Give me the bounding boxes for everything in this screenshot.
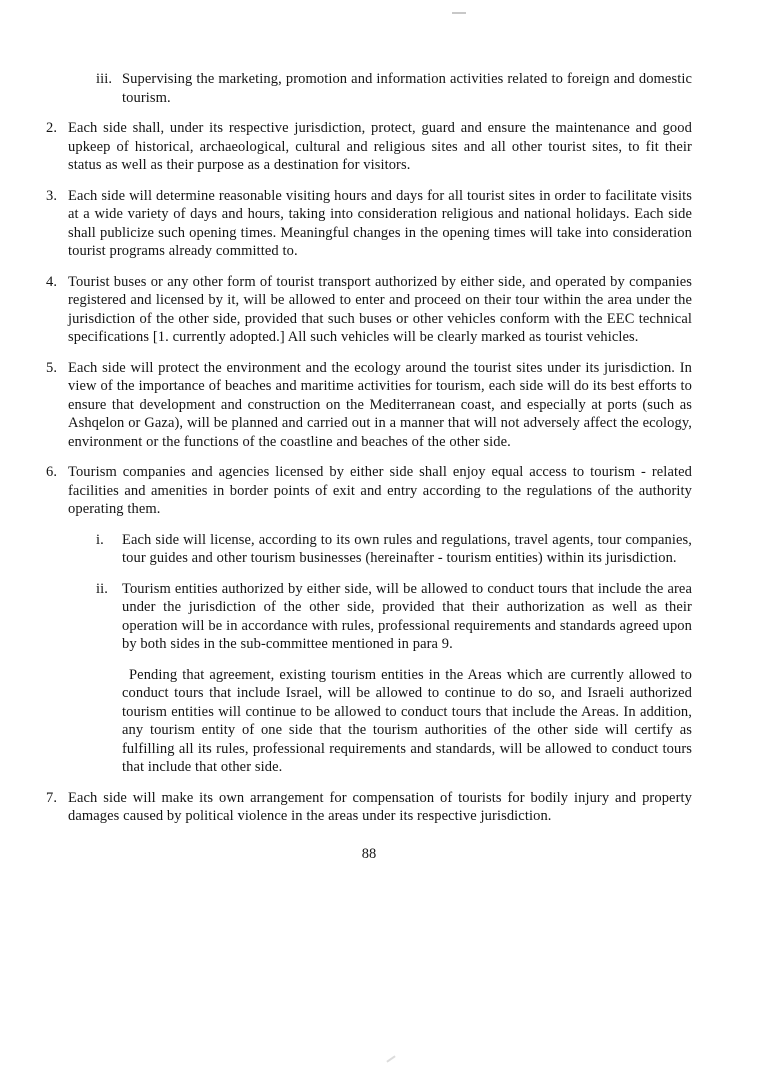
paragraph-text: Tourist buses or any other form of tourist transport authorized by either side, and operated by companies registered and licensed by it, will be allowed to enter and proceed on their tour within the area under the jurisdiction of the other side, provided that such buses or other vehicles conform with the EEC technical specifications [1. currently adopted.] All such vehicles will be clearly marked as tourist vehicles. xyxy=(68,273,692,345)
paragraph-3 xyxy=(46,187,692,261)
paragraph-label: ii. xyxy=(96,580,108,597)
paragraph-label: 7. xyxy=(46,789,58,806)
paragraph-text: Supervising the marketing, promotion and information activities related to foreign and domestic tourism. xyxy=(122,71,692,106)
paragraph-6-ii xyxy=(96,580,692,654)
paragraph-label: iii. xyxy=(96,71,113,87)
paragraph-text: Each side will make its own arrangement for compensation of tourists for bodily injury and property damages caused by political violence in the areas under its respective jurisdiction. xyxy=(68,789,692,824)
paragraph-text: Each side will license, according to its own rules and regulations, travel agents, tour companies, tour guides and other tourism businesses (hereinafter - tourism entities) within its jurisdiction. xyxy=(122,531,692,566)
scan-artifact-bottom xyxy=(386,1055,395,1062)
paragraph-text: Each side shall, under its respective jurisdiction, protect, guard and ensure the maintenance and good upkeep of historical, archaeological, cultural and religious sites and all other tourist sites, to fit their status as well as their purpose as a destination for visitors. xyxy=(68,120,692,173)
paragraph-6-i xyxy=(96,531,692,568)
paragraph-text: Tourism companies and agencies licensed by either side shall enjoy equal access to tourism - related facilities and amenities in border points of exit and entry according to the regulations of the authority operating them. xyxy=(68,464,692,517)
paragraph-6-ii-continuation xyxy=(122,666,692,777)
paragraph-label: 2. xyxy=(46,120,58,136)
paragraph-text: Each side will determine reasonable visiting hours and days for all tourist sites in order to facilitate visits at a wide variety of days and hours, taking into consideration religious and national holidays. Each side shall publicize such opening times. Meaningful changes in the opening times will take into consideration tourist programs already committed to. xyxy=(68,187,692,259)
paragraph-label: 3. xyxy=(46,187,58,204)
paragraph-text: Each side will protect the environment and the ecology around the tourist sites under its jurisdiction. In view of the importance of beaches and maritime activities for tourism, each side will do its best efforts to ensure that development and construction on the Mediterranean coast, and especially at ports (such as Ashqelon or Gaza), will be planned and carried out in a manner that will not adversely affect the ecology, environment or the functions of the coastline and beaches of the other side. xyxy=(68,359,692,450)
scan-artifact-top xyxy=(452,12,466,14)
paragraph-6 xyxy=(46,463,692,519)
paragraph-label: 4. xyxy=(46,273,58,290)
paragraph-text: Pending that agreement, existing tourism entities in the Areas which are currently allowed to conduct tours that include Israel, will be allowed to continue to do so, and Israeli authorized tourism entities will continue to be allowed to conduct tours that include the Areas. In addition, any tourism entity of one side that the tourism authorities of the other side will certify as fulfilling all its rules, professional requirements and standards, will be allowed to conduct tours that include that other side. xyxy=(122,666,692,775)
paragraph-iii xyxy=(96,70,692,107)
paragraph-4 xyxy=(46,273,692,347)
paragraph-2 xyxy=(46,119,692,175)
page-number: 88 xyxy=(361,845,377,862)
paragraph-label: i. xyxy=(96,531,104,548)
paragraph-label: 6. xyxy=(46,464,58,480)
paragraph-7 xyxy=(46,789,692,826)
paragraph-text: Tourism entities authorized by either side, will be allowed to conduct tours that include the area under the jurisdiction of the other side, provided that their authorization as well as their operation will be in accordance with rules, professional requirements and standards agreed upon by both sides in the sub-committee mentioned in para 9. xyxy=(122,580,692,652)
paragraph-label: 5. xyxy=(46,359,58,376)
paragraph-5 xyxy=(46,359,692,452)
